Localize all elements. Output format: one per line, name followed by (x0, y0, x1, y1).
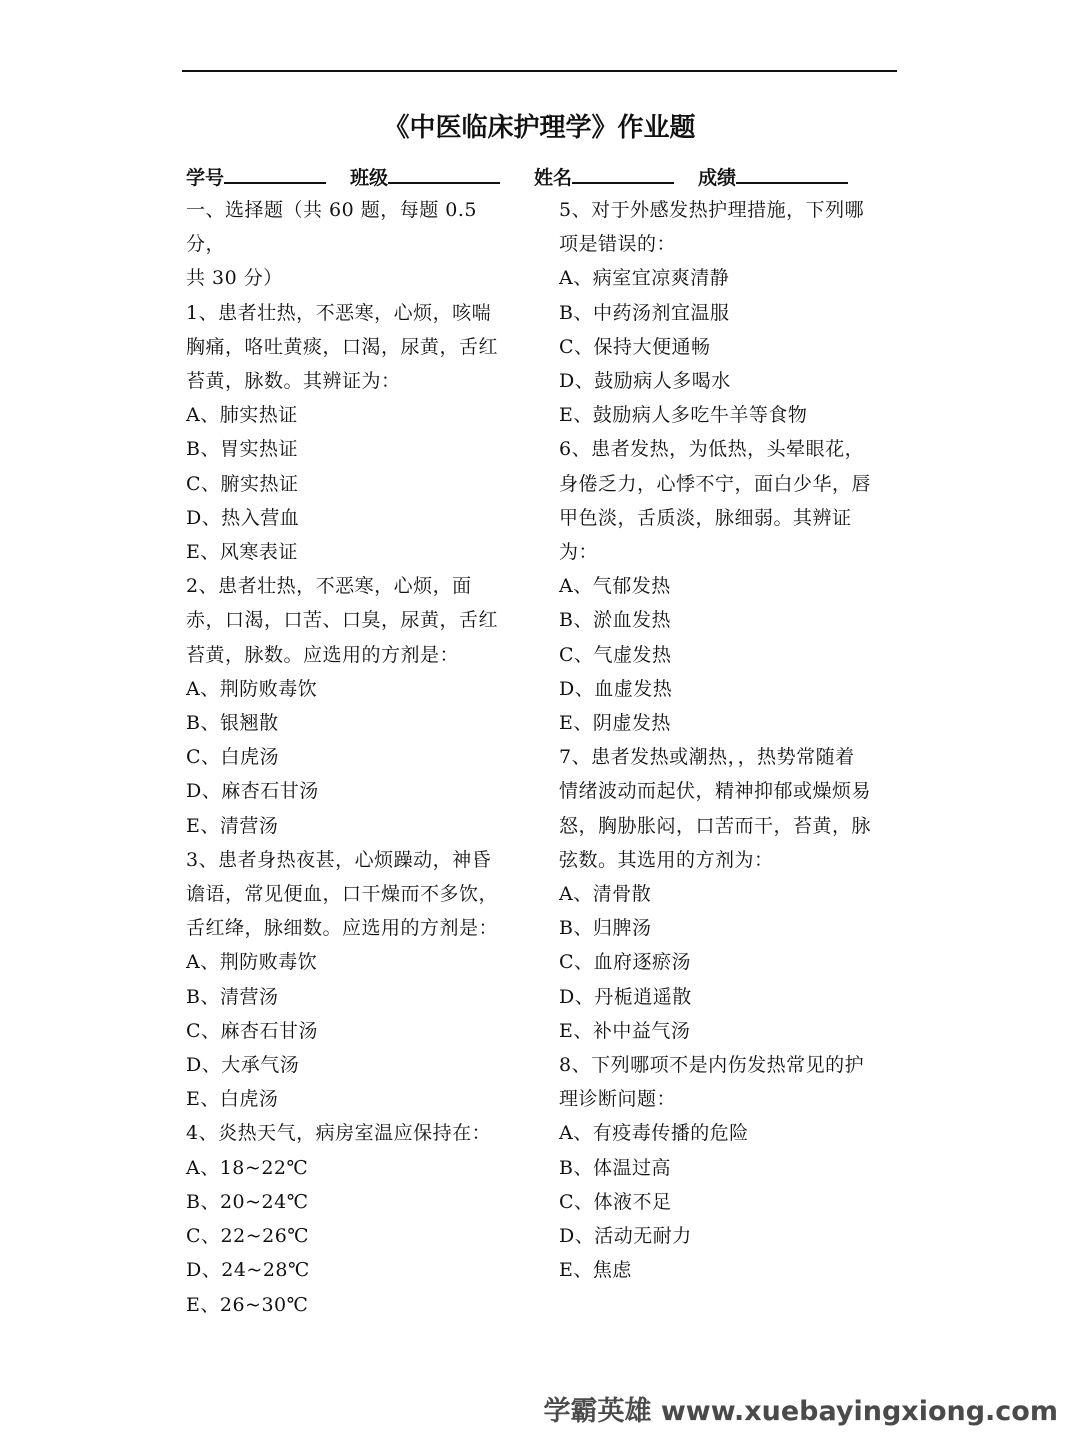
score-field (698, 160, 848, 194)
page-title: 《中医临床护理学》作业题 (383, 113, 696, 143)
question-line: A、气郁发热 (559, 575, 671, 598)
question-line: E、焦虑 (559, 1259, 632, 1282)
question-line: 甲色淡，舌质淡，脉细弱。其辨证 (559, 506, 852, 529)
question-line: E、清营汤 (186, 814, 279, 837)
question-line: 共 30 分） (186, 267, 283, 290)
question-line: 理诊断问题： (559, 1088, 677, 1111)
question-line: B、20~24℃ (186, 1190, 309, 1213)
question-line: 苔黄，脉数。其辨证为： (186, 370, 401, 393)
question-line: A、病室宜凉爽清静 (559, 267, 730, 290)
question-line: E、鼓励病人多吃牛羊等食物 (559, 404, 808, 427)
question-line: C、保持大便通畅 (559, 335, 711, 358)
question-line: 弦数。其选用的方剂为： (559, 848, 774, 871)
question-line: D、热入营血 (186, 506, 300, 529)
question-line: D、麻杏石甘汤 (186, 780, 319, 803)
question-line: A、18~22℃ (186, 1156, 309, 1179)
question-line: D、大承气汤 (186, 1054, 300, 1077)
question-line: D、血虚发热 (559, 677, 673, 700)
class-label: 班级 (350, 167, 389, 189)
question-line: 7、患者发热或潮热，，热势常随着 (559, 746, 855, 769)
question-line: D、鼓励病人多喝水 (559, 370, 731, 393)
question-line: B、归脾汤 (559, 917, 652, 940)
question-line: 6、患者发热，为低热，头晕眼花， (559, 438, 865, 461)
question-line: 舌红绛，脉细数。应选用的方剂是： (186, 917, 499, 940)
question-line: 身倦乏力，心悸不宁，面白少华，唇 (559, 472, 872, 495)
question-line: A、荆防败毒饮 (186, 951, 318, 974)
question-line: 情绪波动而起伏，精神抑郁或燥烦易 (559, 780, 872, 803)
question-line: 胸痛，咯吐黄痰，口渴，尿黄，舌红 (186, 335, 499, 358)
question-line: 1、患者壮热，不恶寒，心烦，咳喘 (186, 301, 492, 324)
question-line: E、26~30℃ (186, 1293, 309, 1316)
question-line: B、淤血发热 (559, 609, 671, 632)
left-column (186, 193, 522, 1322)
question-line: B、中药汤剂宜温服 (559, 301, 730, 324)
question-line: 为： (559, 541, 599, 564)
question-line: 怒，胸胁胀闷，口苦而干，苔黄，脉 (559, 814, 872, 837)
score-label: 成绩 (698, 167, 737, 189)
site-watermark: 学霸英雄 www.xuebayingxiong.com (543, 1396, 1058, 1427)
question-line: C、白虎汤 (186, 746, 280, 769)
question-line: B、清营汤 (186, 985, 279, 1008)
question-line: A、肺实热证 (186, 404, 298, 427)
question-line: C、血府逐瘀汤 (559, 951, 692, 974)
question-line: C、体液不足 (559, 1190, 672, 1213)
class-blank (388, 160, 500, 184)
question-line: 4、炎热天气，病房室温应保持在： (186, 1122, 492, 1145)
question-line: B、体温过高 (559, 1156, 671, 1179)
question-line: C、腑实热证 (186, 472, 299, 495)
question-line: B、胃实热证 (186, 438, 298, 461)
question-line: 谵语，常见便血，口干燥而不多饮， (186, 883, 499, 906)
question-line: 8、下列哪项不是内伤发热常见的护 (559, 1054, 865, 1077)
class-field (350, 160, 500, 194)
question-line: 3、患者身热夜甚，心烦躁动，神昏 (186, 848, 492, 871)
student-id-blank (224, 160, 326, 184)
question-line: D、活动无耐力 (559, 1225, 692, 1248)
question-line: 项是错误的： (559, 233, 677, 256)
score-blank (736, 160, 848, 184)
question-line: D、24~28℃ (186, 1259, 310, 1282)
name-blank (572, 160, 674, 184)
question-line: B、银翘散 (186, 712, 279, 735)
question-line: C、气虚发热 (559, 643, 672, 666)
name-field (534, 160, 674, 194)
question-line: C、22~26℃ (186, 1225, 310, 1248)
question-line: E、风寒表证 (186, 541, 298, 564)
name-label: 姓名 (534, 167, 573, 189)
right-column (559, 193, 897, 1288)
student-id-label: 学号 (186, 167, 225, 189)
question-line: D、丹栀逍遥散 (559, 985, 692, 1008)
question-line: 一、选择题（共 60 题，每题 0.5 分， (186, 199, 478, 256)
question-line: 5、对于外感发热护理措施，下列哪 (559, 199, 865, 221)
question-line: 赤，口渴，口苦、口臭，尿黄，舌红 (186, 609, 499, 632)
question-line: 苔黄，脉数。应选用的方剂是： (186, 643, 460, 666)
question-line: E、白虎汤 (186, 1088, 279, 1111)
question-line: A、荆防败毒饮 (186, 677, 318, 700)
student-info-row (186, 160, 897, 192)
question-line: 2、患者壮热，不恶寒，心烦，面 (186, 575, 472, 598)
question-line: A、有疫毒传播的危险 (559, 1122, 749, 1145)
question-line: A、清骨散 (559, 883, 652, 906)
header-rule (182, 70, 897, 72)
student-id-field (186, 160, 326, 194)
question-line: E、补中益气汤 (559, 1019, 691, 1042)
question-line: E、阴虚发热 (559, 712, 671, 735)
question-line: C、麻杏石甘汤 (186, 1019, 319, 1042)
